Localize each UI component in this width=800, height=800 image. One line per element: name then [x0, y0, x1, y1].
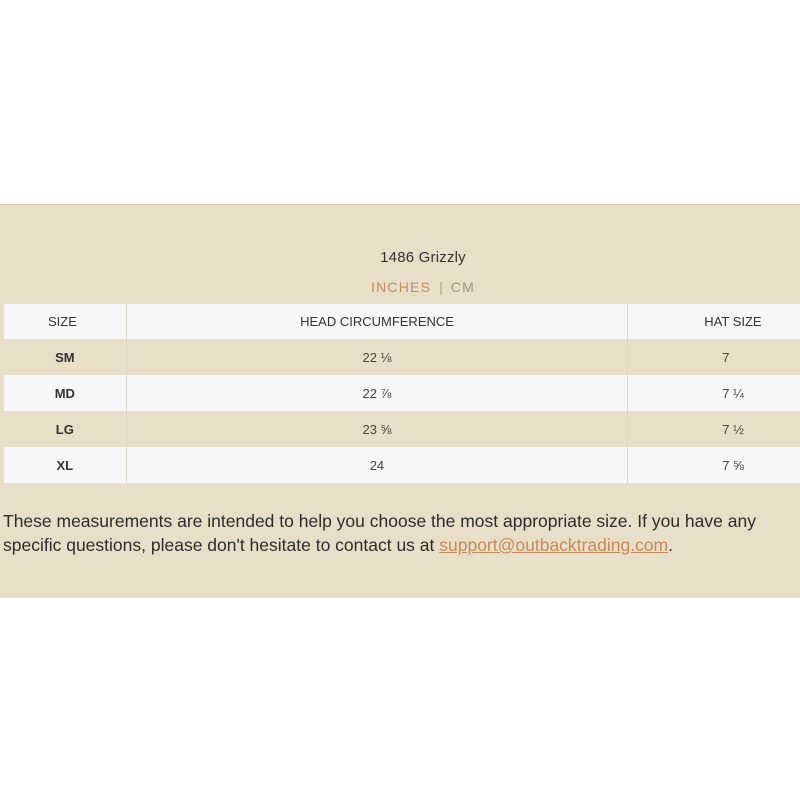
header-head-circumference: HEAD CIRCUMFERENCE	[126, 304, 629, 339]
size-table	[4, 304, 800, 483]
table-row	[4, 447, 800, 483]
size-chart-panel	[0, 204, 800, 598]
head-circumference-cell: 24	[126, 447, 629, 483]
unit-toggle	[0, 279, 800, 295]
sizing-note-text: These measurements are intended to help you choose the most appropriate size. If you have any specific questions, please don't hesitate to contact us at	[3, 511, 756, 555]
sizing-note	[3, 509, 798, 557]
table-row	[4, 339, 800, 375]
unit-cm-tab[interactable]: CM	[450, 279, 475, 295]
table-row	[4, 411, 800, 447]
head-circumference-cell: 22 ⅛	[126, 339, 629, 375]
head-circumference-cell: 23 ⅝	[126, 411, 629, 447]
table-row	[4, 375, 800, 411]
hat-size-cell: 7 ¼	[722, 385, 744, 401]
unit-inches-tab[interactable]: INCHES	[371, 279, 432, 295]
head-circumference-cell: 22 ⅞	[126, 375, 629, 411]
support-email-link[interactable]: support@outbacktrading.com	[439, 535, 669, 555]
size-cell: XL	[56, 457, 74, 473]
hat-size-cell: 7 ⅝	[722, 457, 744, 473]
size-cell: SM	[55, 349, 75, 365]
table-header-row	[4, 304, 800, 339]
hat-size-cell: 7	[722, 349, 730, 365]
sizing-note-end: .	[668, 535, 673, 555]
product-title: 1486 Grizzly	[380, 249, 466, 266]
unit-separator: |	[439, 279, 443, 295]
size-cell: MD	[54, 385, 75, 401]
header-hat-size: HAT SIZE	[704, 314, 762, 329]
hat-size-cell: 7 ½	[722, 421, 744, 437]
size-cell: LG	[55, 421, 74, 437]
header-size: SIZE	[48, 314, 77, 329]
